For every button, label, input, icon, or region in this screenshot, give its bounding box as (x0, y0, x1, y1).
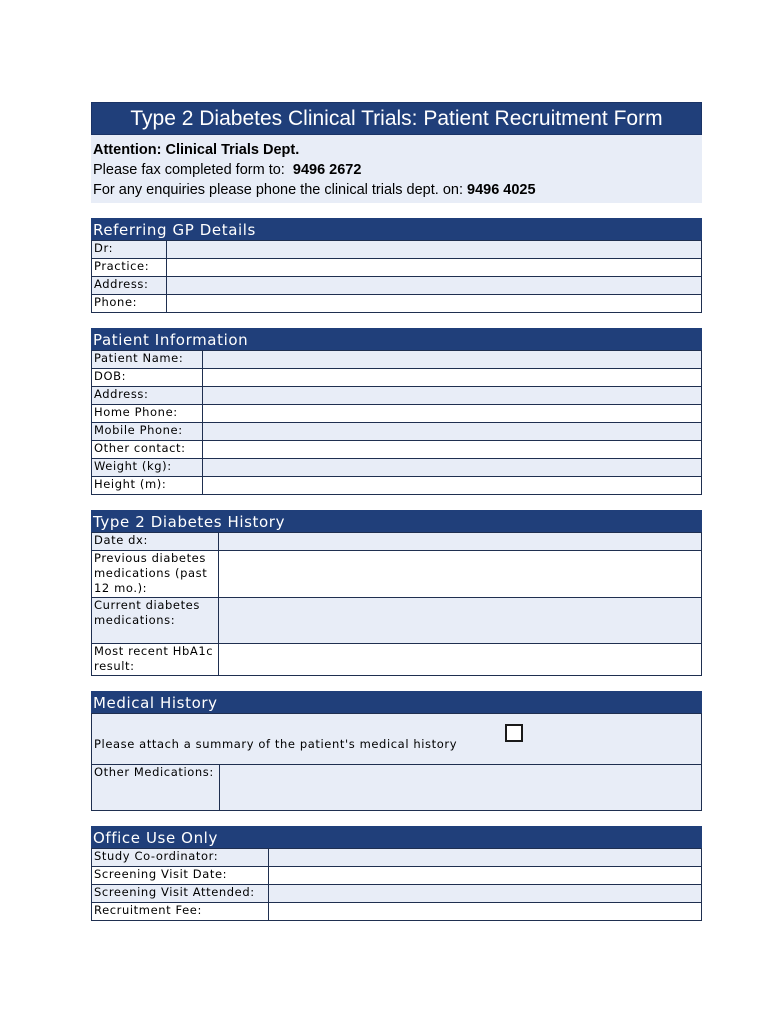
diabetes-heading: Type 2 Diabetes History (91, 510, 702, 532)
fax-number: 9496 2672 (292, 162, 362, 178)
recruitment-form (91, 102, 702, 921)
gp-section (91, 218, 702, 313)
office-heading: Office Use Only (91, 826, 702, 848)
gp-practice-field[interactable] (167, 259, 702, 277)
gp-phone-label: Phone: (92, 295, 167, 313)
gp-heading: Referring GP Details (91, 218, 702, 240)
other-meds-field[interactable] (220, 765, 702, 811)
screening-attended-field[interactable] (269, 885, 702, 903)
gp-table (91, 240, 702, 313)
enquiry-number: 9496 4025 (467, 182, 536, 198)
study-coordinator-label: Study Co-ordinator: (92, 849, 269, 867)
form-title: Type 2 Diabetes Clinical Trials: Patient Recruitment Form (91, 102, 702, 135)
patient-other-contact-field[interactable] (203, 441, 702, 459)
attach-history-text: Please attach a summary of the patient's medical history (94, 736, 458, 751)
gp-practice-label: Practice: (92, 259, 167, 277)
patient-weight-field[interactable] (203, 459, 702, 477)
recruitment-fee-label: Recruitment Fee: (92, 903, 269, 921)
patient-address-field[interactable] (203, 387, 702, 405)
previous-meds-label: Previous diabetes medications (past 12 mo.): (92, 551, 219, 598)
screening-date-field[interactable] (269, 867, 702, 885)
hba1c-field[interactable] (219, 644, 702, 676)
screening-attended-label: Screening Visit Attended: (92, 885, 269, 903)
medical-table (91, 713, 702, 811)
patient-section (91, 328, 702, 495)
gp-phone-field[interactable] (167, 295, 702, 313)
medical-section (91, 691, 702, 811)
office-table (91, 848, 702, 921)
attention-box (91, 135, 702, 203)
gp-dr-field[interactable] (167, 241, 702, 259)
attention-label: Attention: Clinical Trials Dept. (93, 142, 300, 158)
patient-mobile-field[interactable] (203, 423, 702, 441)
office-section (91, 826, 702, 921)
previous-meds-field[interactable] (219, 551, 702, 598)
hba1c-label: Most recent HbA1c result: (92, 644, 219, 676)
gp-address-field[interactable] (167, 277, 702, 295)
patient-weight-label: Weight (kg): (92, 459, 203, 477)
study-coordinator-field[interactable] (269, 849, 702, 867)
other-meds-label: Other Medications: (92, 765, 220, 811)
screening-date-label: Screening Visit Date: (92, 867, 269, 885)
patient-mobile-label: Mobile Phone: (92, 423, 203, 441)
current-meds-field[interactable] (219, 598, 702, 644)
patient-dob-label: DOB: (92, 369, 203, 387)
date-dx-label: Date dx: (92, 533, 219, 551)
attach-history-checkbox[interactable] (505, 724, 523, 742)
patient-name-label: Patient Name: (92, 351, 203, 369)
fax-text: Please fax completed form to: (93, 162, 285, 178)
recruitment-fee-field[interactable] (269, 903, 702, 921)
attach-history-row (92, 714, 702, 765)
enquiry-text: For any enquiries please phone the clinical trials dept. on: (93, 182, 463, 198)
medical-heading: Medical History (91, 691, 702, 713)
diabetes-table (91, 532, 702, 676)
diabetes-section (91, 510, 702, 676)
patient-height-label: Height (m): (92, 477, 203, 495)
current-meds-label: Current diabetes medications: (92, 598, 219, 644)
patient-heading: Patient Information (91, 328, 702, 350)
patient-address-label: Address: (92, 387, 203, 405)
patient-home-phone-label: Home Phone: (92, 405, 203, 423)
patient-other-contact-label: Other contact: (92, 441, 203, 459)
date-dx-field[interactable] (219, 533, 702, 551)
gp-address-label: Address: (92, 277, 167, 295)
patient-home-phone-field[interactable] (203, 405, 702, 423)
patient-height-field[interactable] (203, 477, 702, 495)
patient-dob-field[interactable] (203, 369, 702, 387)
patient-table (91, 350, 702, 495)
gp-dr-label: Dr: (92, 241, 167, 259)
patient-name-field[interactable] (203, 351, 702, 369)
